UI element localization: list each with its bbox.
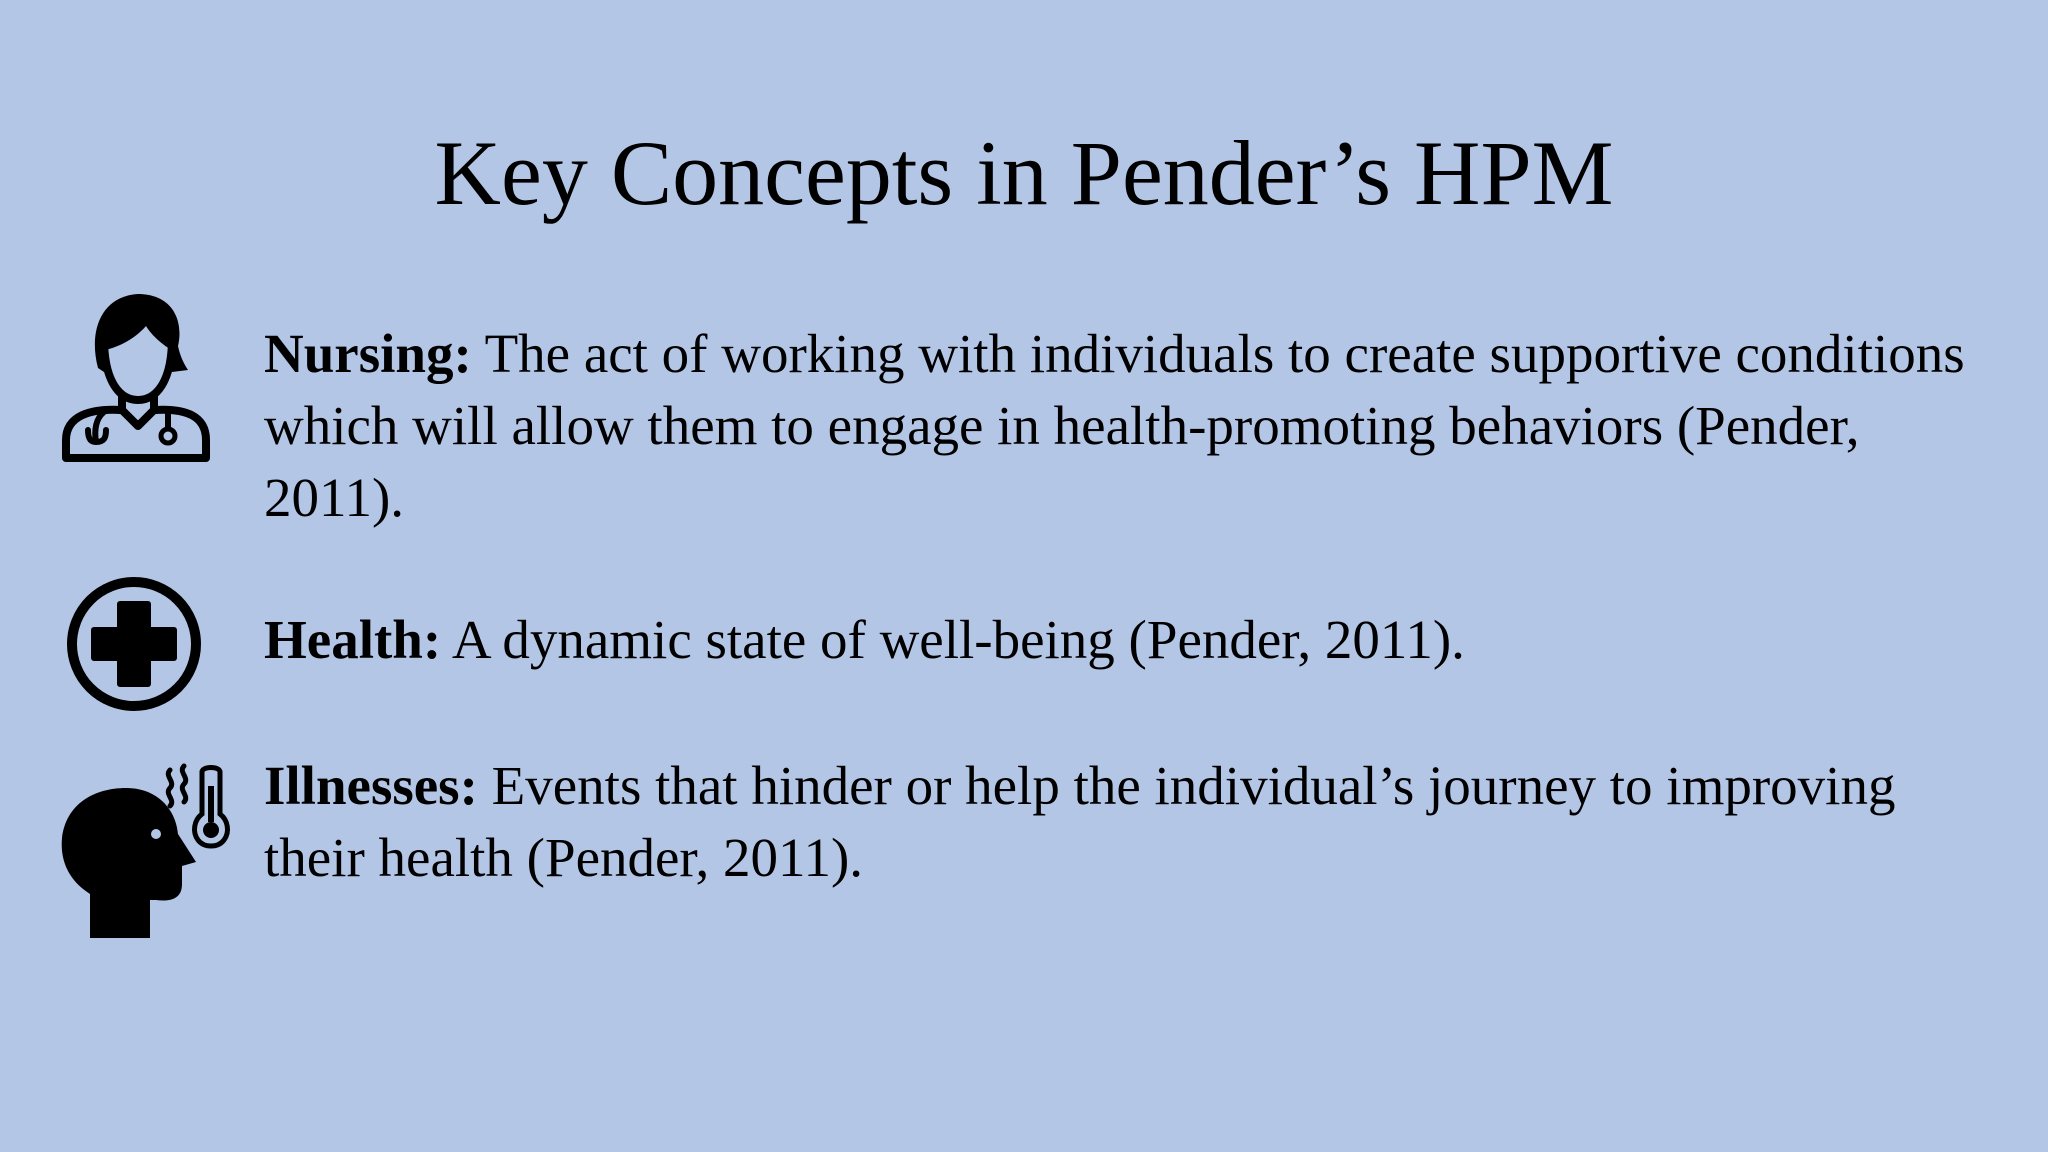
concept-definition: A dynamic state of well-being (Pender, 2011).	[441, 609, 1465, 670]
concept-term: Health:	[264, 609, 442, 670]
health-cross-icon	[60, 574, 210, 714]
nurse-icon	[60, 290, 210, 470]
fever-head-icon	[60, 762, 240, 938]
concept-term: Nursing:	[264, 323, 472, 384]
slide-title: Key Concepts in Pender’s HPM	[434, 122, 1614, 224]
concept-text-illnesses	[264, 750, 1984, 894]
concept-term: Illnesses:	[264, 755, 478, 816]
concept-text-nursing	[264, 318, 1984, 534]
concept-definition: The act of working with individuals to create supportive conditions which will allow them to engage in health-promoting behaviors (Pender, 2011).	[264, 323, 1965, 528]
concept-definition: Events that hinder or help the individual’s journey to improving their health (Pender, 2011).	[264, 755, 1896, 888]
concept-text-health	[264, 604, 1984, 676]
